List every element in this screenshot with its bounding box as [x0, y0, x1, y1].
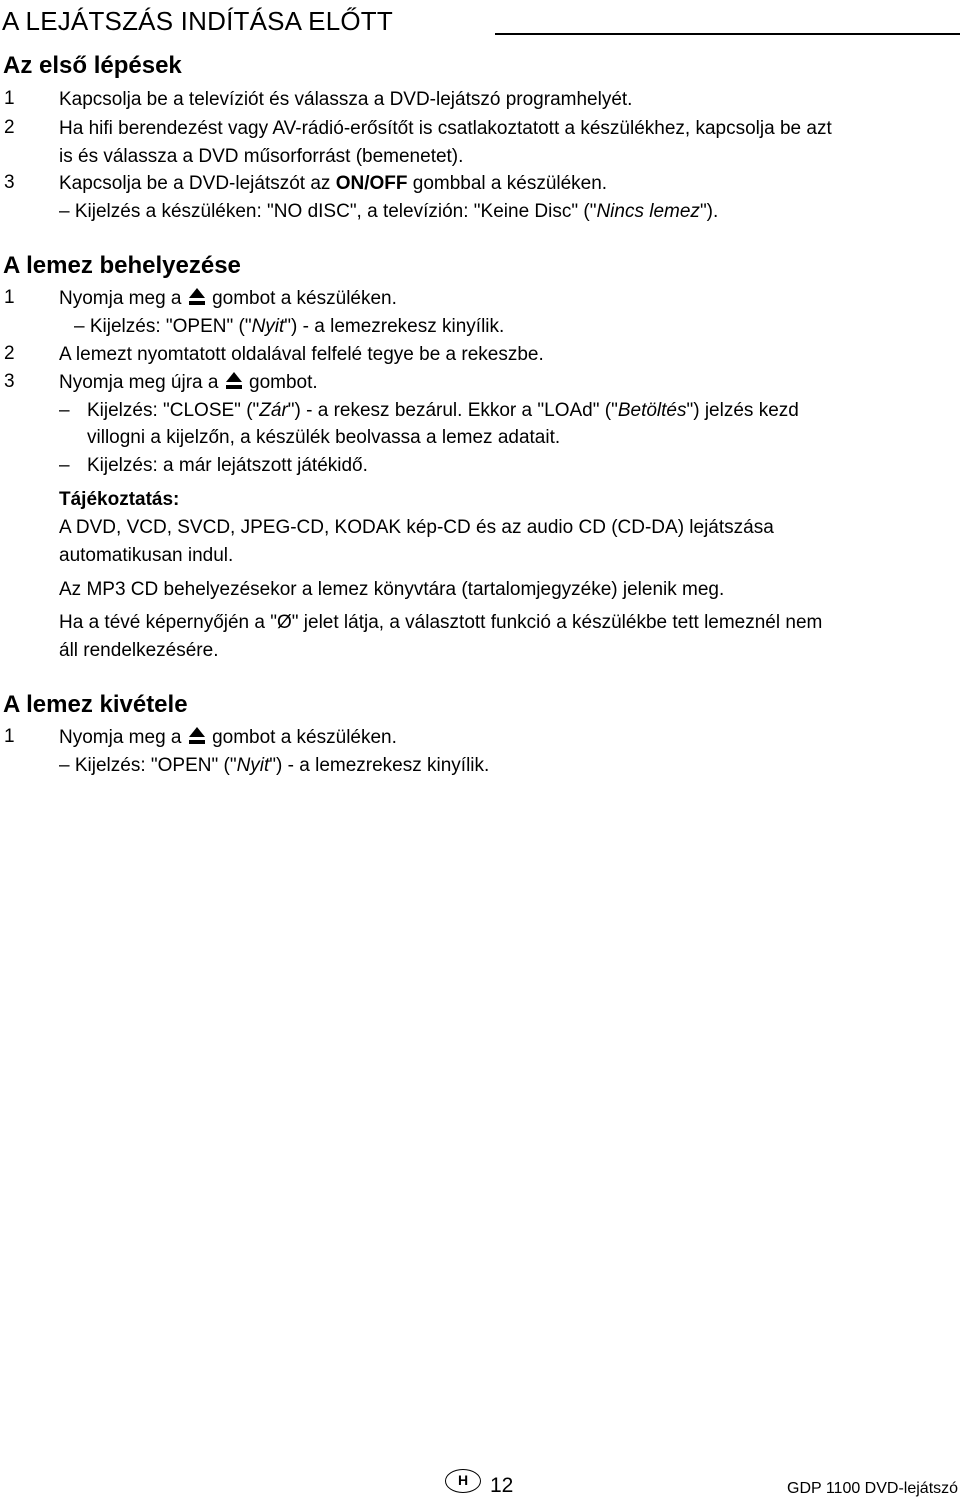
display-note: – Kijelzés: "OPEN" ("Nyit") - a lemezrekesz kinyílik. — [59, 755, 490, 776]
display-note: – Kijelzés: "OPEN" ("Nyit") - a lemezrekesz kinyílik. — [74, 316, 505, 337]
step-number: 3 — [4, 172, 15, 193]
step-text: Nyomja meg a gombot a készüléken. — [59, 288, 397, 309]
page-title: A LEJÁTSZÁS INDÍTÁSA ELŐTT — [2, 6, 393, 36]
step-text: is és válassza a DVD műsorforrást (bemenetet). — [59, 146, 464, 167]
eject-icon — [189, 727, 205, 745]
step-number: 3 — [4, 371, 15, 392]
dash: – — [59, 455, 70, 476]
step-text: Nyomja meg újra a gombot. — [59, 372, 318, 393]
info-heading: Tájékoztatás: — [59, 489, 180, 510]
step-number: 1 — [4, 88, 15, 109]
step-text: Ha hifi berendezést vagy AV-rádió-erősítőt is csatlakoztatott a készülékhez, kapcsolja be azt — [59, 118, 832, 139]
info-paragraph: áll rendelkezésére. — [59, 640, 219, 661]
info-paragraph: A DVD, VCD, SVCD, JPEG-CD, KODAK kép-CD és az audio CD (CD-DA) lejátszása — [59, 517, 774, 538]
display-note: Kijelzés: "CLOSE" ("Zár") - a rekesz bezárul. Ekkor a "LOAd" ("Betöltés") jelzés kezd — [87, 400, 799, 421]
title-rule — [495, 33, 960, 35]
eject-icon — [226, 372, 242, 390]
info-paragraph: Ha a tévé képernyőjén a "Ø" jelet látja, a választott funkció a készülékbe tett lemeznél nem — [59, 612, 823, 633]
display-note: Kijelzés: a már lejátszott játékidő. — [87, 455, 368, 476]
step-number: 1 — [4, 726, 15, 747]
display-note: villogni a kijelzőn, a készülék beolvassa a lemez adatait. — [87, 427, 561, 448]
step-text: Kapcsolja be a DVD-lejátszót az ON/OFF gombbal a készüléken. — [59, 173, 608, 194]
step-number: 2 — [4, 343, 15, 364]
step-text: Nyomja meg a gombot a készüléken. — [59, 727, 397, 748]
display-note: – Kijelzés a készüléken: "NO dISC", a televízión: "Keine Disc" ("Nincs lemez"). — [59, 201, 719, 222]
step-text: Kapcsolja be a televíziót és válassza a DVD-lejátszó programhelyét. — [59, 89, 633, 110]
eject-icon — [189, 288, 205, 306]
page-number: 12 — [490, 1474, 514, 1497]
section-heading-first-steps: Az első lépések — [3, 52, 182, 79]
dash: – — [59, 400, 70, 421]
step-number: 2 — [4, 117, 15, 138]
on-off-label: ON/OFF — [335, 173, 408, 194]
info-paragraph: automatikusan indul. — [59, 545, 234, 566]
language-logo: H — [445, 1469, 481, 1493]
info-paragraph: Az MP3 CD behelyezésekor a lemez könyvtára (tartalomjegyzéke) jelenik meg. — [59, 579, 725, 600]
section-heading-remove-disc: A lemez kivétele — [3, 691, 188, 718]
footer-model: GDP 1100 DVD-lejátszó — [787, 1480, 959, 1497]
step-number: 1 — [4, 287, 15, 308]
step-text: A lemezt nyomtatott oldalával felfelé tegye be a rekeszbe. — [59, 344, 544, 365]
section-heading-insert-disc: A lemez behelyezése — [3, 252, 241, 279]
